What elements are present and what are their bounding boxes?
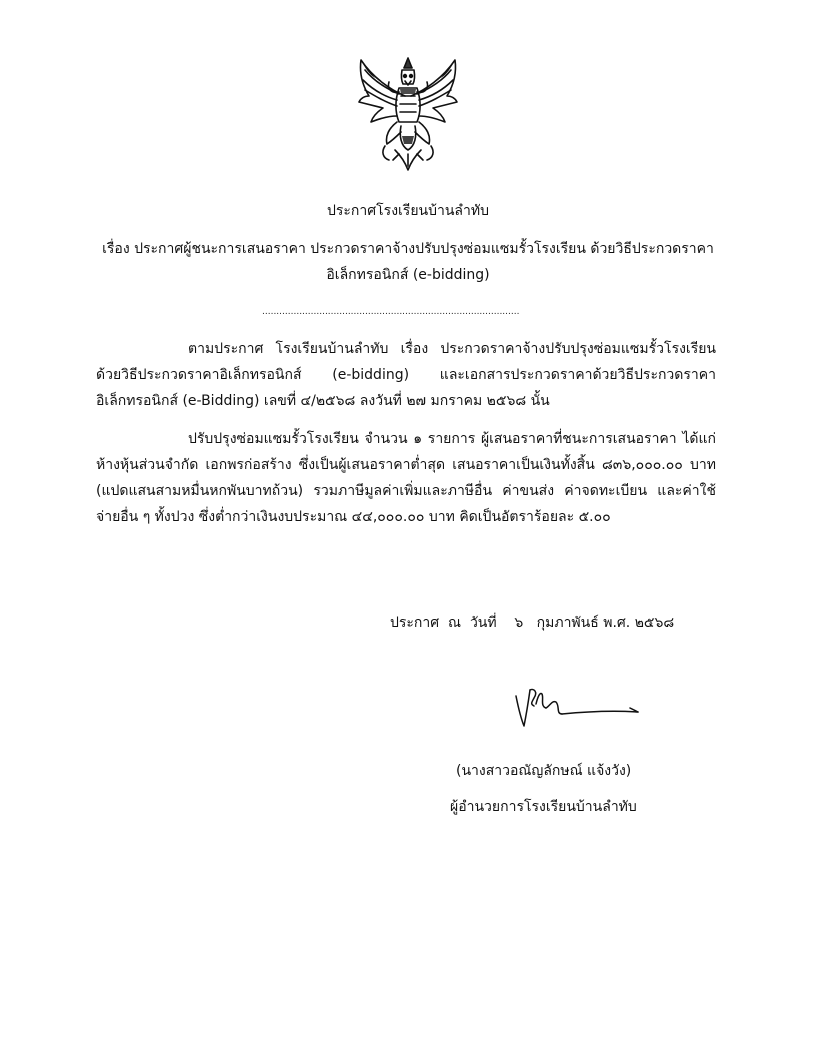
handwritten-signature-icon	[512, 682, 642, 732]
body-paragraph-2: ปรับปรุงซ่อมแซมรั้วโรงเรียน จำนวน ๑ รายการ ผู้เสนอราคาที่ชนะการเสนอราคา ได้แก่ ห้างหุ้นส่วนจำกัด เอกพรก่อสร้าง ซึ่งเป็นผู้เสนอราคาต่ำสุด เสนอราคาเป็นเงินทั้งสิ้น ๘๓๖,๐๐๐.๐๐ บาท (แปดแสนสามหมื่นหกพันบาทถ้วน) รวมภาษีมูลค่าเพิ่มและภาษีอื่น ค่าขนส่ง ค่าจดทะเบียน และค่าใช้จ่ายอื่น ๆ ทั้งปวง ซึ่งต่ำกว่าเงินงบประมาณ ๔๔,๐๐๐.๐๐ บาท คิดเป็นอัตราร้อยละ ๕.๐๐	[96, 431, 716, 525]
announcement-date: ประกาศ ณ วันที่ ๖ กุมภาพันธ์ พ.ศ. ๒๕๖๘	[390, 615, 675, 631]
announcement-subject	[90, 236, 726, 288]
announcement-title: ประกาศโรงเรียนบ้านลำทับ	[327, 203, 489, 219]
signer-position: ผู้อำนวยการโรงเรียนบ้านลำทับ	[450, 799, 637, 815]
subject-line-2: อิเล็กทรอนิกส์ (e-bidding)	[326, 267, 490, 283]
dotted-separator: ..........................................................................................	[262, 307, 520, 317]
garuda-emblem-icon	[355, 56, 461, 172]
signer-name: (นางสาวอณัญลักษณ์ แจ้งวัง)	[456, 763, 632, 779]
subject-line-1: เรื่อง ประกาศผู้ชนะการเสนอราคา ประกวดราคาจ้างปรับปรุงซ่อมแซมรั้วโรงเรียน ด้วยวิธีประกวดราคา	[102, 241, 714, 257]
body-paragraph-1: ตามประกาศ โรงเรียนบ้านลำทับ เรื่อง ประกวดราคาจ้างปรับปรุงซ่อมแซมรั้วโรงเรียน ด้วยวิธีประกวดราคาอิเล็กทรอนิกส์ (e-bidding) และเอกสารประกวดราคาด้วยวิธีประกวดราคาอิเล็กทรอนิกส์ (e-Bidding) เลขที่ ๔/๒๕๖๘ ลงวันที่ ๒๗ มกราคม ๒๕๖๘ นั้น	[96, 341, 716, 409]
